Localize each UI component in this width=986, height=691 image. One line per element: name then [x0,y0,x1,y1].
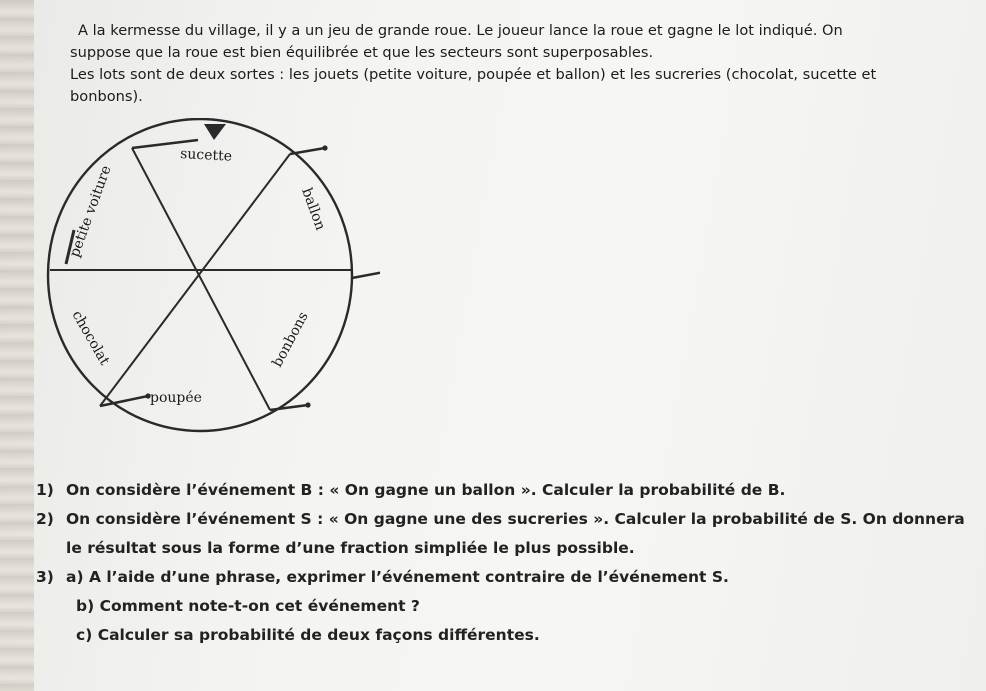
peg-3 [352,270,380,278]
question-1 [36,476,966,505]
question-3a-label: a) [66,568,84,586]
question-3-number: 3) [36,568,54,586]
question-3b-text: Comment note-t-on cet événement ? [99,597,420,615]
prize-wheel [40,118,380,438]
divider-diagonal-1 [132,148,270,410]
question-1-number: 1) [36,481,54,499]
exercise-intro [70,20,950,108]
question-1-text: On considère l’événement B : « On gagne un ballon ». Calculer la probabilité de B. [66,481,786,499]
intro-line-2: suppose que la roue est bien équilibrée et que les secteurs sont superposables. [70,44,654,61]
peg-2-knob [322,145,327,150]
pointer-arrow [204,124,226,140]
question-3c-label: c) [76,626,93,644]
peg-4 [270,405,308,410]
question-3a [36,563,966,592]
question-3a-text: A l’aide d’une phrase, exprimer l’événement contraire de l’événement S. [88,568,729,586]
sector-label-chocolat: chocolat [68,308,113,368]
sector-label-ballon: ballon [298,185,329,233]
sector-label-poupee: poupée [150,390,202,406]
divider-diagonal-2 [100,154,290,406]
intro-line-4: bonbons). [70,88,143,105]
question-2-text: On considère l’événement S : « On gagne une des sucreries ». Calculer la probabilité de S. On donnera [66,510,965,528]
question-3c-text: Calculer sa probabilité de deux façons différentes. [97,626,540,644]
intro-line-1: A la kermesse du village, il y a un jeu de grande roue. Le joueur lance la roue et gagne le lot indiqué. On [78,22,843,39]
question-3c [36,621,966,650]
peg-2 [290,148,325,154]
questions-list [36,476,966,650]
question-2-continuation [36,534,966,563]
question-2-number: 2) [36,510,54,528]
question-3b [36,592,966,621]
question-3b-label: b) [76,597,95,615]
question-2 [36,505,966,534]
sector-label-petite-voiture: petite voiture [66,163,115,260]
peg-4-knob [305,402,310,407]
photo-edge-shadow [0,0,34,691]
intro-line-3: Les lots sont de deux sortes : les jouets (petite voiture, poupée et ballon) et les sucreries (chocolat, sucette et [70,66,877,83]
sector-label-sucette: sucette [179,146,233,165]
sector-label-bonbons: bonbons [269,309,312,370]
question-2-text-2: le résultat sous la forme d’une fraction simpliée le plus possible. [66,539,635,557]
